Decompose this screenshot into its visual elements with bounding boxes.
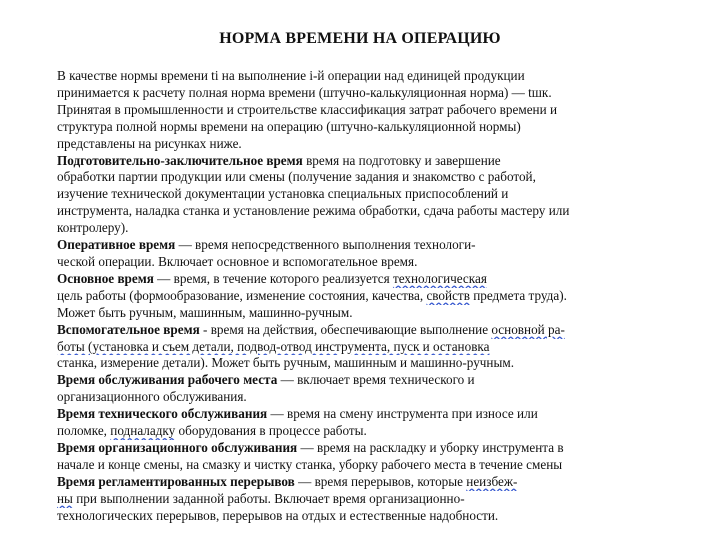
text-segment: свойств: [426, 287, 470, 303]
text-line: [57, 305, 689, 322]
text-segment: В качестве нормы времени ti на выполнение i-й операции над единицей продукции: [57, 68, 525, 83]
text-segment: инструмента, наладка станка и установление режима обработки, сдача работы мастеру или: [57, 203, 570, 219]
text-segment: предмета труда).: [469, 287, 567, 303]
text-segment: ческой операции. Включает основное и вспомогательное время.: [57, 253, 418, 269]
text-segment: — время, в течение которого реализуется: [153, 270, 393, 286]
text-line: [57, 491, 689, 508]
text-line: [57, 474, 689, 491]
text-line: [57, 237, 689, 254]
text-segment: изучение технической документации установка специальных приспособлений и: [57, 186, 509, 202]
text-segment: начале и конце смены, на смазку и чистку станка, уборку рабочего места в течение смены: [57, 456, 563, 472]
text-segment: Может быть ручным, машинным, машинно-ручным.: [57, 304, 353, 320]
term-heading: Время технического обслуживания: [57, 406, 268, 422]
text-segment: — включает время технического и: [277, 372, 475, 388]
text-line: [57, 288, 689, 305]
text-segment: представлены на рисунках ниже.: [57, 135, 242, 151]
text-segment: основной ра-: [491, 321, 565, 337]
term-heading: Время обслуживания рабочего места: [57, 372, 278, 388]
text-segment: технологическая: [392, 270, 487, 286]
term-heading: Основное время: [57, 270, 154, 286]
text-line: [57, 186, 689, 203]
text-line: [57, 508, 689, 525]
text-segment: время на подготовку и завершение: [302, 152, 501, 168]
text-segment: контролеру).: [57, 220, 129, 236]
text-segment: — время на раскладку и уборку инструмента в: [297, 439, 564, 455]
text-segment: цель работы (формообразование, изменение состояния, качества,: [57, 287, 427, 303]
text-segment: поломке,: [57, 423, 111, 439]
text-line: [57, 169, 689, 186]
text-line: [57, 372, 689, 389]
term-heading: Время регламентированных перерывов: [57, 473, 295, 489]
term-heading: Оперативное время: [57, 237, 176, 253]
text-line: [57, 339, 689, 356]
text-line: [57, 102, 689, 119]
text-segment: ны: [57, 490, 73, 506]
text-segment: боты (установка и съем детали, подвод-отвод инструмента, пуск и остановка: [57, 338, 490, 354]
text-line: [57, 423, 689, 440]
term-heading: Время организационного обслуживания: [57, 439, 298, 455]
text-line: [57, 85, 689, 102]
text-segment: неизбеж-: [466, 473, 518, 489]
text-line: [57, 203, 689, 220]
text-line: [57, 440, 689, 457]
text-segment: подналадку: [110, 423, 176, 439]
text-line: [57, 136, 689, 153]
text-segment: оборудования в процессе работы.: [175, 423, 367, 439]
text-line: [57, 220, 689, 237]
text-line: [57, 254, 689, 271]
term-heading: Подготовительно-заключительное время: [57, 152, 303, 168]
text-line: [57, 355, 689, 372]
text-line: [57, 389, 689, 406]
text-line: [57, 119, 689, 136]
text-segment: Принятая в промышленности и строительстве классификация затрат рабочего времени и: [57, 101, 558, 117]
text-segment: технологических перерывов, перерывов на отдых и естественные надобности.: [57, 507, 499, 523]
text-line: [57, 406, 689, 423]
text-line: [57, 153, 689, 170]
text-segment: - время на действия, обеспечивающие выполнение: [199, 321, 492, 337]
text-segment: при выполнении заданной работы. Включает время организационно-: [72, 490, 465, 506]
text-segment: — время непосредственного выполнения технологи-: [175, 237, 476, 253]
text-line: [57, 322, 689, 339]
text-segment: организационного обслуживания.: [57, 389, 247, 405]
text-segment: структура полной нормы времени на операцию (штучно-калькуляционной нормы): [57, 118, 521, 134]
text-segment: обработки партии продукции или смены (получение задания и знакомство с работой,: [57, 169, 536, 185]
text-segment: — время перерывов, которые: [294, 473, 467, 489]
document-title: НОРМА ВРЕМЕНИ НА ОПЕРАЦИЮ: [219, 30, 501, 47]
document-body: [57, 68, 689, 524]
term-heading: Вспомогательное время: [57, 321, 200, 337]
text-segment: станка, измерение детали). Может быть ручным, машинным и машинно-ручным.: [57, 355, 514, 371]
text-line: [57, 457, 689, 474]
text-segment: — время на смену инструмента при износе или: [267, 406, 538, 422]
text-line: [57, 68, 689, 85]
text-line: [57, 271, 689, 288]
text-segment: принимается к расчету полная норма времени (штучно-калькуляционная норма) — tшк.: [57, 84, 552, 100]
